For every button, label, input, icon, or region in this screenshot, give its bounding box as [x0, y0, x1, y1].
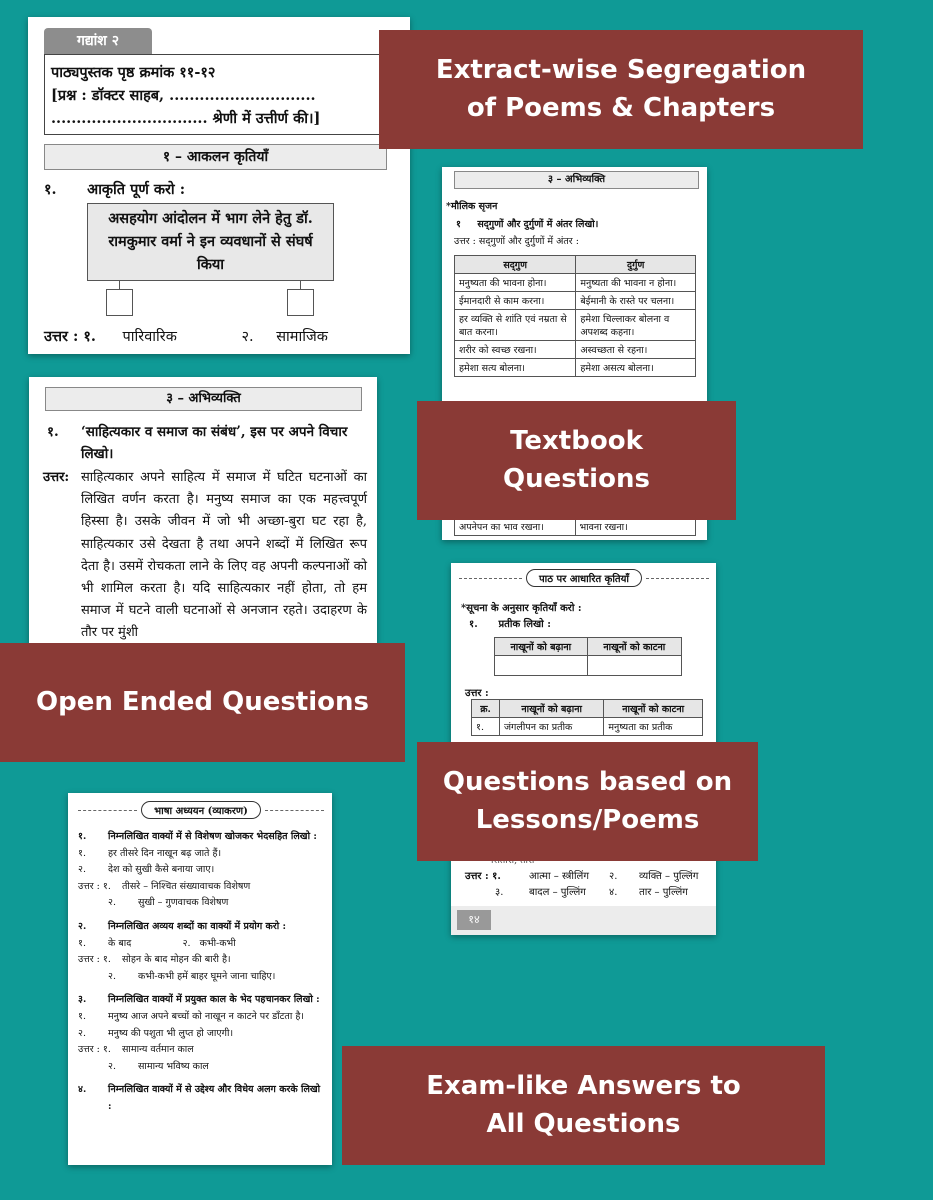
- instruction: *सूचना के अनुसार कृतियाँ करो :: [461, 603, 582, 614]
- item-number: ३.: [78, 994, 87, 1006]
- answer-label: उत्तर:: [43, 470, 70, 485]
- item-number: २.: [78, 920, 87, 932]
- section-pill: पाठ पर आधारित कृतियाँ: [526, 569, 642, 587]
- item-text: देश को सुखी कैसे बनाया जाए।: [108, 864, 215, 876]
- answer-num: ४.: [609, 887, 618, 898]
- page-reference: पाठ्यपुस्तक पृष्ठ क्रमांक ११-१२: [51, 64, 216, 81]
- section-title: ३ – अभिव्यक्ति: [454, 171, 699, 189]
- banner-lesson-based: Questions based on Lessons/Poems: [417, 742, 758, 861]
- answer-2: सामाजिक: [276, 329, 328, 345]
- table-cell: अस्वच्छता से रहना।: [576, 341, 696, 359]
- grammar-line: [78, 1059, 326, 1076]
- banner-extract-wise: Extract-wise Segregation of Poems & Chapters: [379, 30, 863, 149]
- item-number: ४.: [78, 1084, 87, 1096]
- answer-row: [465, 885, 711, 901]
- answer-1: पारिवारिक: [122, 329, 177, 345]
- table-row: [455, 341, 696, 359]
- section-pill: भाषा अध्ययन (व्याकरण): [141, 801, 261, 819]
- item-text: मनुष्य की पशुता भी लुप्त हो जाएगी।: [108, 1027, 234, 1039]
- item-number: १.: [78, 937, 86, 949]
- item-text: कभी-कभी हमें बाहर घूमने जाना चाहिए।: [138, 970, 276, 982]
- question: [456, 217, 598, 230]
- item-text: सामान्य भविष्य काल: [138, 1060, 209, 1072]
- table-cell: अपनेपन का भाव रखना।: [455, 518, 576, 536]
- question-line-2: ............................... श्रेणी में उत्तीर्ण की।]: [51, 110, 321, 127]
- answer-box-2: [287, 289, 314, 316]
- table-row: [455, 310, 696, 341]
- page-footer: [451, 906, 716, 935]
- answer-text: बादल – पुल्लिंग: [529, 887, 586, 898]
- question-number: १.: [47, 424, 59, 440]
- column-header: नाखूनों को बढ़ाना: [500, 700, 604, 718]
- answer-line: [44, 326, 328, 346]
- column-header: नाखूनों को बढ़ाना: [495, 638, 588, 656]
- item-number: २.: [108, 970, 116, 982]
- item-text: हर तीसरे दिन नाखून बढ़ जाते हैं।: [108, 847, 222, 859]
- table-cell: हर व्यक्ति से शांति एवं नम्रता से बात करना।: [455, 310, 576, 341]
- extract-tab: गद्यांश २: [44, 28, 152, 54]
- question-number: १.: [44, 181, 57, 198]
- answer-text: साहित्यकार अपने साहित्य में समाज में घटित घटनाओं का लिखित वर्णन करता है। मनुष्य समाज का एक महत्त्वपूर्ण हिस्सा है। उसके जीवन में जो भी अच्छा-बुरा घट रहा है, साहित्यकार उसे देखता है तथा अपने शब्दों में लिखित रूप देता है। उसमें रोचकता लाने के लिए वह अपनी कल्पनाओं को भी शामिल करता है। यदि साहित्यकार नहीं होता, तो हम समाज में घटने वाली घटनाओं से अनजान रहते। उदाहरण के तौर पर मुंशी: [81, 470, 367, 641]
- question-number: १: [456, 219, 461, 230]
- grammar-line: [78, 895, 326, 912]
- answer-2-number: २.: [241, 329, 254, 345]
- table-cell: [587, 656, 681, 676]
- item-number: १.: [78, 847, 86, 859]
- item-text: के बाद २. कभी-कभी: [108, 937, 236, 949]
- item-number: उत्तर : १.: [78, 1044, 111, 1056]
- heading: *मौलिक सृजन: [446, 201, 498, 212]
- divider: [459, 578, 522, 579]
- table-row: [495, 656, 682, 676]
- answer-table: [471, 699, 703, 736]
- item-text: निम्नलिखित वाक्यों में से विशेषण खोजकर भेदसहित लिखो :: [108, 831, 317, 842]
- section-title: १ – आकलन कृतियाँ: [44, 144, 387, 170]
- answer: [43, 467, 367, 645]
- table-cell: मनुष्यता की भावना न होना।: [576, 274, 696, 292]
- answer-num: ३.: [495, 887, 504, 898]
- item-text: सुखी – गुणवाचक विशेषण: [138, 897, 229, 909]
- answer-text: तार – पुल्लिंग: [639, 887, 688, 898]
- item-number: २.: [78, 1027, 86, 1039]
- table-row: [455, 292, 696, 310]
- question: [469, 616, 551, 630]
- item-number: २.: [108, 1060, 116, 1072]
- item-text: निम्नलिखित वाक्यों में प्रयुक्त काल के भेद पहचानकर लिखो :: [108, 994, 320, 1006]
- question-line: [प्रश्न : डॉक्टर साहब, .............................: [51, 87, 316, 104]
- answer-num: २.: [609, 871, 618, 882]
- grammar-question: [78, 829, 326, 846]
- item-number: उत्तर : १.: [78, 880, 111, 892]
- table-cell: शरीर को स्वच्छ रखना।: [455, 341, 576, 359]
- extract-card: [28, 17, 410, 354]
- table-row: [455, 518, 696, 536]
- grammar-line: [78, 952, 326, 969]
- column-header: क्र.: [472, 700, 500, 718]
- reference-box: [44, 54, 410, 135]
- item-text: तीसरे – निश्चित संख्यावाचक विशेषण: [122, 880, 251, 892]
- pill-row: [459, 569, 709, 587]
- item-text: मनुष्य आज अपने बच्चों को नाखून न काटने पर डाँटता है।: [108, 1010, 304, 1022]
- column-header: नाखूनों को काटना: [587, 638, 681, 656]
- grammar-question: [78, 992, 326, 1009]
- answer-grid: [465, 869, 711, 901]
- banner-open-ended: Open Ended Questions: [0, 643, 405, 762]
- question-text: ‘साहित्यकार व समाज का संबंध’, इस पर अपने विचार लिखो।: [81, 424, 348, 462]
- table-row: [455, 359, 696, 377]
- grammar-line: [78, 846, 326, 863]
- connector: [300, 281, 301, 289]
- question-text: सद्‌गुणों और दुर्गुणों में अंतर लिखो।: [477, 219, 599, 230]
- question-text: आकृति पूर्ण करो :: [87, 181, 186, 198]
- question: [47, 421, 365, 465]
- item-text: सामान्य वर्तमान काल: [122, 1044, 194, 1056]
- answer-box-1: [106, 289, 133, 316]
- open-ended-card: [29, 377, 377, 645]
- table-cell: १.: [472, 718, 500, 736]
- grammar-line: [78, 1026, 326, 1043]
- item-text: सोहन के बाद मोहन की बारी है।: [122, 954, 231, 966]
- divider: [265, 810, 324, 811]
- grammar-list: [78, 829, 326, 1116]
- grammar-line: [78, 936, 326, 953]
- item-number: उत्तर : १.: [78, 954, 111, 966]
- grammar-line: [78, 1042, 326, 1059]
- table-cell: जंगलीपन का प्रतीक: [500, 718, 604, 736]
- table-cell: ईमानदारी से काम करना।: [455, 292, 576, 310]
- question-text: प्रतीक लिखो :: [498, 619, 551, 630]
- column-header: दुर्गुण: [576, 256, 696, 274]
- answer-intro: उत्तर : सद्‌गुणों और दुर्गुणों में अंतर :: [454, 236, 579, 247]
- virtues-table: [454, 255, 696, 377]
- table-row: [455, 274, 696, 292]
- column-header: सद्‌गुण: [455, 256, 576, 274]
- answer-num: उत्तर : १.: [465, 871, 501, 882]
- table-cell: हमेशा सत्य बोलना।: [455, 359, 576, 377]
- grammar-card: [68, 793, 332, 1165]
- table-cell: बेईमानी के रास्ते पर चलना।: [576, 292, 696, 310]
- table-cell: हमेशा असत्य बोलना।: [576, 359, 696, 377]
- connector: [119, 281, 120, 289]
- question-number: १.: [469, 619, 478, 630]
- answer-text: आत्मा – स्त्रीलिंग: [529, 871, 589, 882]
- column-header: नाखूनों को काटना: [604, 700, 703, 718]
- item-text: निम्नलिखित अव्यय शब्दों का वाक्यों में प्रयोग करो :: [108, 920, 286, 932]
- item-number: २.: [108, 897, 116, 909]
- divider: [78, 810, 137, 811]
- item-text: निम्नलिखित वाक्यों में से उद्देश्य और विधेय अलग करके लिखो :: [108, 1084, 324, 1112]
- table-row: [472, 718, 703, 736]
- concept-box: असहयोग आंदोलन में भाग लेने हेतु डॉ. रामकुमार वर्मा ने इन व्यवधानों से संघर्ष किया: [87, 203, 334, 281]
- divider: [646, 578, 709, 579]
- grammar-line: [78, 1009, 326, 1026]
- question-table: [494, 637, 682, 676]
- table-cell: हमेशा चिल्लाकर बोलना व अपशब्द कहना।: [576, 310, 696, 341]
- table-cell: भावना रखना।: [575, 518, 696, 536]
- table-cell: [495, 656, 588, 676]
- section-title: ३ – अभिव्यक्ति: [45, 387, 362, 411]
- banner-textbook-questions: Textbook Questions: [417, 401, 736, 520]
- answer-label: उत्तर :: [465, 688, 489, 699]
- item-number: २.: [78, 864, 86, 876]
- item-number: १.: [78, 831, 87, 842]
- grammar-question: [78, 919, 326, 936]
- item-number: १.: [78, 1010, 86, 1022]
- answer-row: [465, 869, 711, 885]
- grammar-line: [78, 862, 326, 879]
- grammar-question: [78, 1082, 326, 1115]
- question: [44, 179, 185, 199]
- grammar-line: [78, 879, 326, 896]
- answer-label: उत्तर : १.: [44, 328, 96, 345]
- table-cell: मनुष्यता का प्रतीक: [604, 718, 703, 736]
- banner-exam-answers: Exam-like Answers to All Questions: [342, 1046, 825, 1165]
- answer-text: व्यक्ति – पुल्लिंग: [639, 871, 699, 882]
- grammar-line: [78, 969, 326, 986]
- table-cell: मनुष्यता की भावना होना।: [455, 274, 576, 292]
- pill-row: [78, 801, 324, 819]
- page-number: १४: [457, 910, 491, 930]
